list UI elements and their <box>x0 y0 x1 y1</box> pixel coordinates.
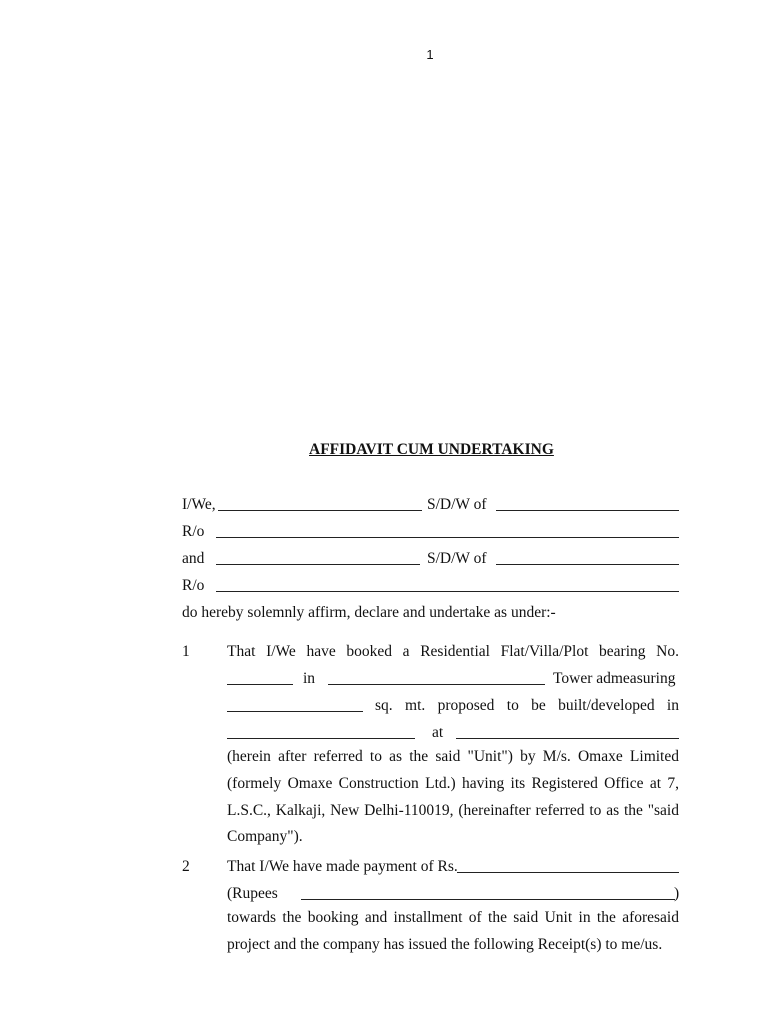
address-blank-1[interactable] <box>216 537 679 538</box>
item1-line1-text: That I/We have booked a Residential Flat/Villa/Plot bearing No. <box>227 643 679 660</box>
item1-line-3 <box>227 696 679 716</box>
sdw-label-1: S/D/W of <box>427 496 487 513</box>
rupees-label: (Rupees <box>227 885 278 902</box>
and-label: and <box>182 550 205 567</box>
area-blank[interactable] <box>227 711 363 712</box>
tower-label: Tower admeasuring <box>553 670 676 687</box>
deponent-line-3 <box>182 549 679 569</box>
affirm-line <box>182 603 679 623</box>
item2-line-2 <box>227 884 679 904</box>
at-label: at <box>432 724 444 741</box>
unit-number-blank[interactable] <box>227 684 293 685</box>
item2-paragraph: towards the booking and installment of the said Unit in the aforesaid project and the company has issued the following Receipt(s) to me/us. <box>227 909 679 953</box>
item-number-1: 1 <box>182 643 190 660</box>
rupees-close: ) <box>674 885 680 902</box>
sqmt-text: sq. mt. proposed to be built/developed in <box>375 697 679 714</box>
rupees-words-blank[interactable] <box>301 899 675 900</box>
name-blank-1[interactable] <box>218 510 422 511</box>
tower-blank[interactable] <box>328 684 545 685</box>
item1-line-1 <box>227 642 679 662</box>
relation-blank-2[interactable] <box>496 564 679 565</box>
amount-blank[interactable] <box>457 872 679 873</box>
deponent-line-1 <box>182 495 679 515</box>
address-blank-2[interactable] <box>216 591 679 592</box>
in-label: in <box>303 670 316 687</box>
item2-line-1 <box>227 857 679 877</box>
document-title: AFFIDAVIT CUM UNDERTAKING <box>309 441 554 458</box>
sdw-label-2: S/D/W of <box>427 550 487 567</box>
item1-line-4 <box>227 723 679 743</box>
item1-line-2 <box>227 669 679 689</box>
deponent-line-2 <box>182 522 679 542</box>
relation-blank-1[interactable] <box>496 510 679 511</box>
affirm-text: do hereby solemnly affirm, declare and undertake as under:- <box>182 604 556 621</box>
ro-label-1: R/o <box>182 523 205 540</box>
name-blank-2[interactable] <box>216 564 420 565</box>
item-number-2: 2 <box>182 858 190 875</box>
location-blank[interactable] <box>456 738 679 739</box>
page-number: 1 <box>426 47 434 62</box>
item2-line1-text: That I/We have made payment of Rs. <box>227 858 458 875</box>
ro-label-2: R/o <box>182 577 205 594</box>
iwe-label: I/We, <box>182 496 216 513</box>
project-blank[interactable] <box>227 738 415 739</box>
deponent-line-4 <box>182 576 679 596</box>
item1-paragraph: (herein after referred to as the said "Unit") by M/s. Omaxe Limited (formely Omaxe Construction Ltd.) having its Registered Office at 7, L.S.C., Kalkaji, New Delhi-110019, (hereinafter referred to as the "said Company"). <box>227 748 679 846</box>
